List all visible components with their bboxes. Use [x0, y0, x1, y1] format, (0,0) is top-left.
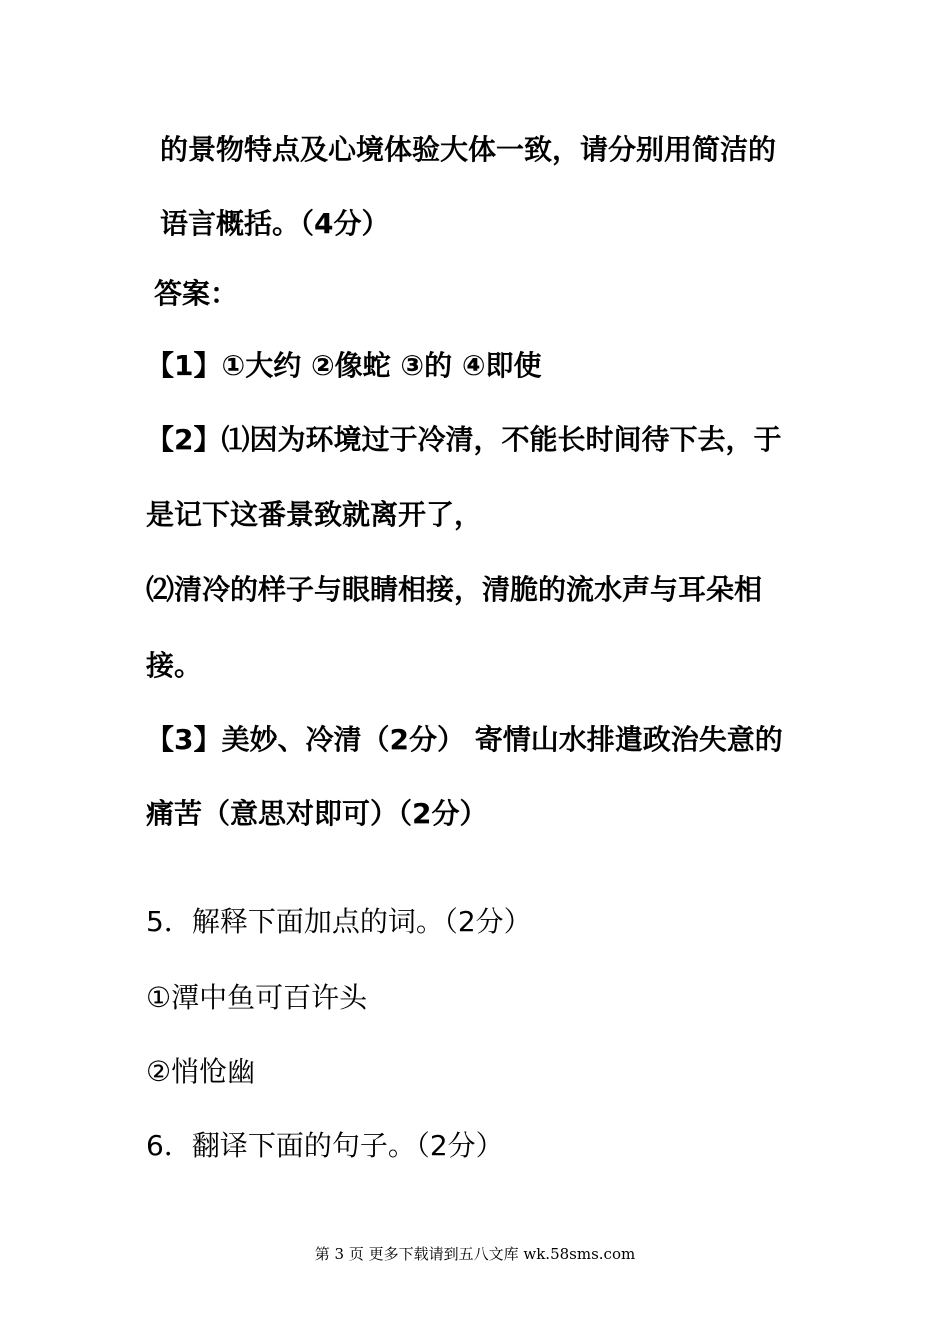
answer-item-2-line-1: 【2】⑴因为环境过于冷清，不能长时间待下去，于 — [146, 423, 782, 456]
page-footer: 第 3 页 更多下载请到五八文库 wk.58sms.com — [314, 1245, 636, 1263]
answer-item-2-line-2: 是记下这番景致就离开了， — [146, 498, 483, 531]
answer-item-3-line-2: 痛苦（意思对即可）（2分） — [146, 797, 488, 830]
question-5-item-1: ①潭中鱼可百许头 — [146, 981, 368, 1014]
answer-item-2-line-3: ⑵清冷的样子与眼睛相接，清脆的流水声与耳朵相 — [146, 573, 763, 606]
answer-item-3-line-1: 【3】美妙、冷清（2分） 寄情山水排遣政治失意的 — [146, 723, 783, 756]
answer-item-1: 【1】①大约 ②像蛇 ③的 ④即使 — [146, 349, 542, 382]
answer-item-2-line-4: 接。 — [146, 649, 203, 682]
answer-label: 答案： — [154, 277, 239, 310]
answer-question-text-line-1: 的景物特点及心境体验大体一致，请分别用简洁的 — [160, 133, 777, 166]
question-6-title: 6．翻译下面的句子。（2分） — [146, 1129, 504, 1162]
question-5-title: 5．解释下面加点的词。（2分） — [146, 905, 532, 938]
question-5-item-2: ②悄怆幽 — [146, 1055, 256, 1088]
answer-question-text-line-2: 语言概括。（4分） — [160, 207, 390, 240]
